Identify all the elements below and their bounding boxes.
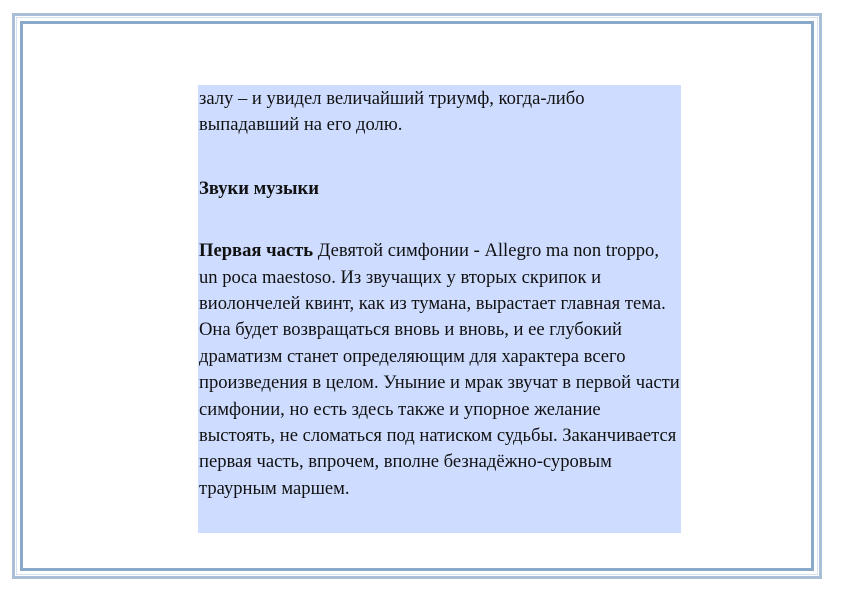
paragraph-spacer [199, 139, 681, 176]
paragraph-first-movement [199, 238, 681, 502]
paragraph-body: Девятой симфонии - Allegro ma non troppo, un poca maestoso. Из звучащих у вторых скрипок и виолончелей квинт, как из тумана, вырастает главная тема. Она будет возвращаться вновь и вновь, и ее глубокий драматизм станет определяющим для характера всего произведения в целом. Уныние и мрак звучат в первой части симфонии, но есть здесь также и упорное желание выстоять, не сломаться под натиском судьбы. Заканчивается первая часть, впрочем, вполне безнадёжно-суровым траурным маршем. [199, 240, 680, 499]
section-heading: Звуки музыки [199, 177, 319, 199]
paragraph-lead-bold: Первая часть [199, 240, 314, 262]
paragraph-spacer [199, 202, 681, 238]
text-box [198, 85, 681, 533]
paragraph-intro: залу – и увидел величайший триумф, когда-либо выпадавший на его долю. [199, 88, 585, 136]
